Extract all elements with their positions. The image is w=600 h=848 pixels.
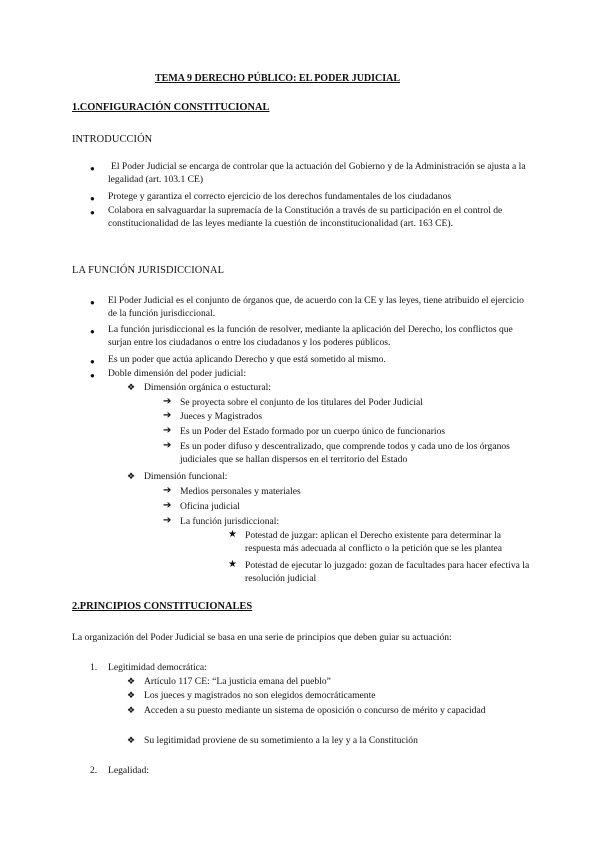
intro-heading: INTRODUCCIÓN: [72, 134, 153, 145]
dim-funcional-item-1: Medios personales y materiales: [180, 486, 301, 497]
dim-organica-item-1: Se proyecta sobre el conjunto de los titulares del Poder Judicial: [180, 397, 423, 408]
arrow-icon: ➔: [163, 485, 172, 496]
star-icon: ★: [228, 559, 237, 570]
diamond-icon: ❖: [127, 735, 136, 745]
principle-2-label: Legalidad:: [108, 765, 150, 776]
section-2-heading: 2.PRINCIPIOS CONSTITUCIONALES: [72, 601, 253, 612]
dim-organica-item-3: Es un Poder del Estado formado por un cuerpo único de funcionarios: [180, 426, 446, 437]
arrow-icon: ➔: [163, 396, 172, 407]
diamond-icon: ❖: [127, 690, 136, 700]
arrow-icon: ➔: [163, 425, 172, 436]
potestad-ejecutar: Potestad de ejecutar lo juzgado: gozan de facultades para hacer efectiva la resolución judicial: [245, 560, 530, 585]
diamond-icon: ❖: [127, 382, 136, 392]
dim-funcional-item-3: La función jurisdiccional:: [180, 516, 280, 527]
funcion-bullet-3: Es un poder que actúa aplicando Derecho y que está sometido al mismo.: [108, 354, 386, 365]
dim-organica-item-2: Jueces y Magistrados: [180, 411, 263, 422]
arrow-icon: ➔: [163, 410, 172, 421]
diamond-icon: ❖: [127, 705, 136, 715]
section-2-intro: La organización del Poder Judicial se basa en una serie de principios que deben guiar su actuación:: [72, 632, 452, 643]
funcion-heading: LA FUNCIÓN JURISDICCIONAL: [72, 265, 225, 276]
document-title: TEMA 9 DERECHO PÚBLICO: EL PODER JUDICIAL: [155, 73, 401, 84]
bullet-icon: ●: [90, 298, 95, 307]
bullet-icon: ●: [90, 371, 95, 380]
diamond-icon: ❖: [127, 471, 136, 481]
dim-funcional-label: Dimensión funcional:: [144, 471, 228, 482]
arrow-icon: ➔: [163, 515, 172, 526]
principle-1-sub-2: Los jueces y magistrados no son elegidos democráticamente: [144, 690, 376, 701]
funcion-bullet-2: La función jurisdiccional es la función de resolver, mediante la aplicación del Derecho, los conflictos que surjan entre los ciudadanos o entre los ciudadanos y los poderes públicos.: [108, 324, 513, 349]
section-1-heading: 1.CONFIGURACIÓN CONSTITUCIONAL: [72, 102, 270, 113]
funcion-bullet-1: El Poder Judicial es el conjunto de órganos que, de acuerdo con la CE y las leyes, tiene atribuido el ejercicio de la función jurisdiccional.: [108, 295, 524, 320]
bullet-icon: ●: [90, 357, 95, 366]
diamond-icon: ❖: [127, 676, 136, 686]
arrow-icon: ➔: [163, 500, 172, 511]
principle-1-label: Legitimidad democrática:: [108, 662, 207, 673]
principle-1-sub-3: Acceden a su puesto mediante un sistema de oposición o concurso de mérito y capacidad: [144, 705, 486, 716]
dim-funcional-item-2: Oficina judicial: [180, 501, 240, 512]
arrow-icon: ➔: [163, 440, 172, 451]
bullet-icon: ●: [90, 164, 95, 173]
bullet-icon: ●: [90, 327, 95, 336]
intro-bullet-3: Colabora en salvaguardar la supremacía de la Constitución a través de su participación en el control de constitucionalidad de las leyes mediante la cuestión de inconstitucionalidad (art. 163 CE).: [108, 205, 503, 230]
bullet-icon: ●: [90, 208, 95, 217]
potestad-juzgar: Potestad de juzgar: aplican el Derecho existente para determinar la respuesta más adecuada al conflicto o la petición que se les plantea: [245, 530, 503, 555]
bullet-icon: ●: [90, 194, 95, 203]
principle-1-sub-4: Su legitimidad proviene de su sometimiento a la ley y a la Constitución: [144, 735, 418, 746]
list-number: 1.: [90, 662, 98, 673]
intro-bullet-2: Protege y garantiza el correcto ejercicio de los derechos fundamentales de los ciudadanos: [108, 191, 452, 202]
intro-bullet-1: El Poder Judicial se encarga de controlar que la actuación del Gobierno y de la Administración se ajusta a la legalidad (art. 103.1 CE): [108, 161, 526, 186]
list-number: 2.: [90, 765, 98, 776]
funcion-bullet-4: Doble dimensión del poder judicial:: [108, 368, 247, 379]
star-icon: ★: [228, 529, 237, 540]
dim-organica-item-4: Es un poder difuso y descentralizado, que comprende todos y cada uno de los órganos judiciales que se hallan dispersos en el territorio del Estado: [180, 441, 510, 466]
dim-organica-label: Dimensión orgánica o estuctural:: [144, 382, 271, 393]
principle-1-sub-1: Artículo 117 CE: “La justicia emana del pueblo”: [144, 676, 331, 687]
